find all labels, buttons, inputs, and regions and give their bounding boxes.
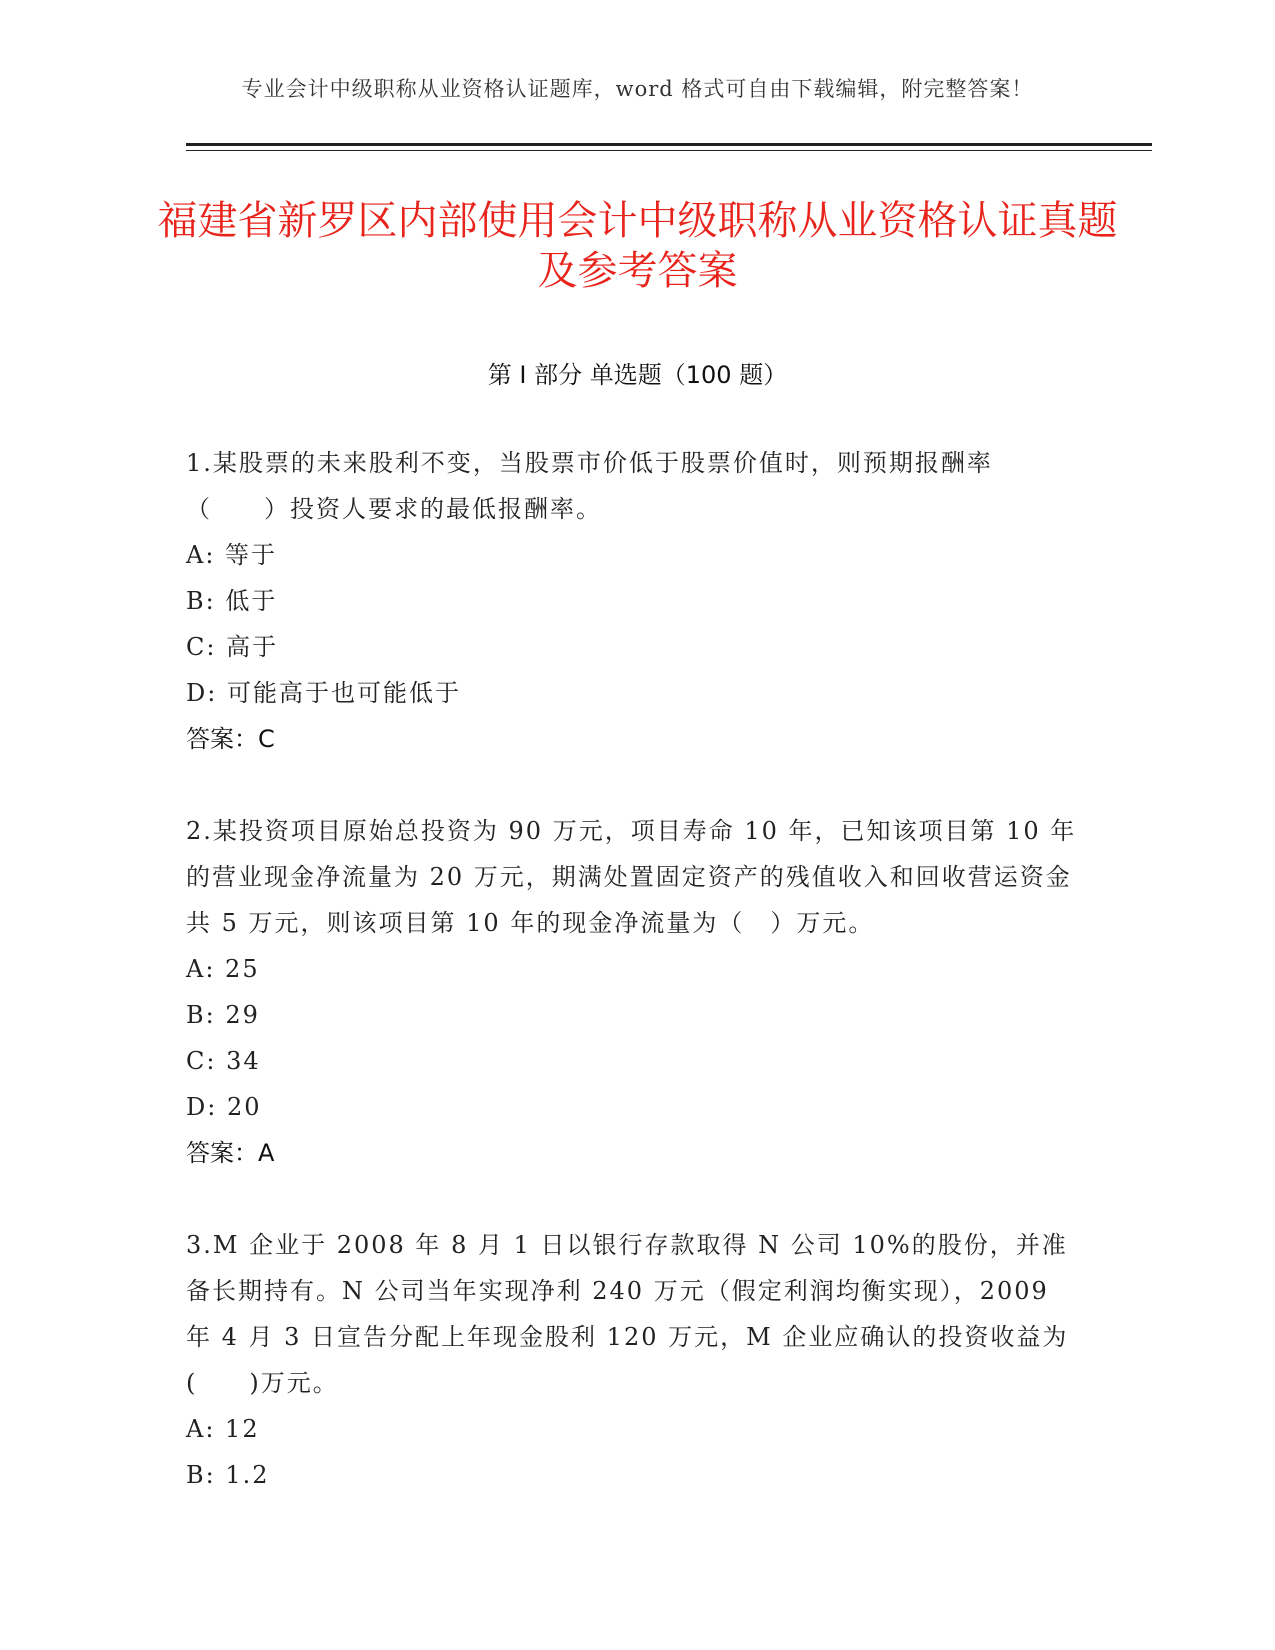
question-text: 2.某投资项目原始总投资为 90 万元，项目寿命 10 年，已知该项目第 10 年的营业现金净流量为 20 万元，期满处置固定资产的残值收入和回收营运资金共 5 万元，则该项目第 10 年的现金净流量为（ ）万元。 [186,817,1077,937]
question-list [186,440,1081,1544]
question-2 [186,808,1081,1176]
option-a: A: 等于 [186,541,278,569]
question-1 [186,440,1081,762]
option-a: A: 25 [186,955,260,983]
option-d: D: 可能高于也可能低于 [186,679,461,707]
option-b: B: 29 [186,1001,260,1029]
option-d: D: 20 [186,1093,262,1121]
option-c: C: 高于 [186,633,279,661]
question-3 [186,1222,1081,1498]
header-rule-thick [186,143,1152,146]
document-title: 福建省新罗区内部使用会计中级职称从业资格认证真题及参考答案 [157,198,1118,294]
section-title: 第 I 部分 单选题（100 题） [487,361,788,389]
option-b: B: 低于 [186,587,278,615]
answer: 答案：C [186,725,275,753]
option-a: A: 12 [186,1415,260,1443]
option-c: C: 34 [186,1047,261,1075]
question-text: 1.某股票的未来股利不变，当股票市价低于股票价值时，则预期报酬率（ ）投资人要求的最低报酬率。 [186,449,993,523]
option-b: B: 1.2 [186,1461,270,1489]
header-rule-thin [186,150,1152,151]
answer: 答案：A [186,1139,275,1167]
page-header: 专业会计中级职称从业资格认证题库，word 格式可自由下载编辑，附完整答案！ [241,77,1034,101]
question-text: 3.M 企业于 2008 年 8 月 1 日以银行存款取得 N 公司 10%的股份，并准备长期持有。N 公司当年实现净利 240 万元（假定利润均衡实现），2009 年 4 月 3 日宣告分配上年现金股利 120 万元，M 企业应确认的投资收益为( )万元。 [186,1231,1069,1397]
